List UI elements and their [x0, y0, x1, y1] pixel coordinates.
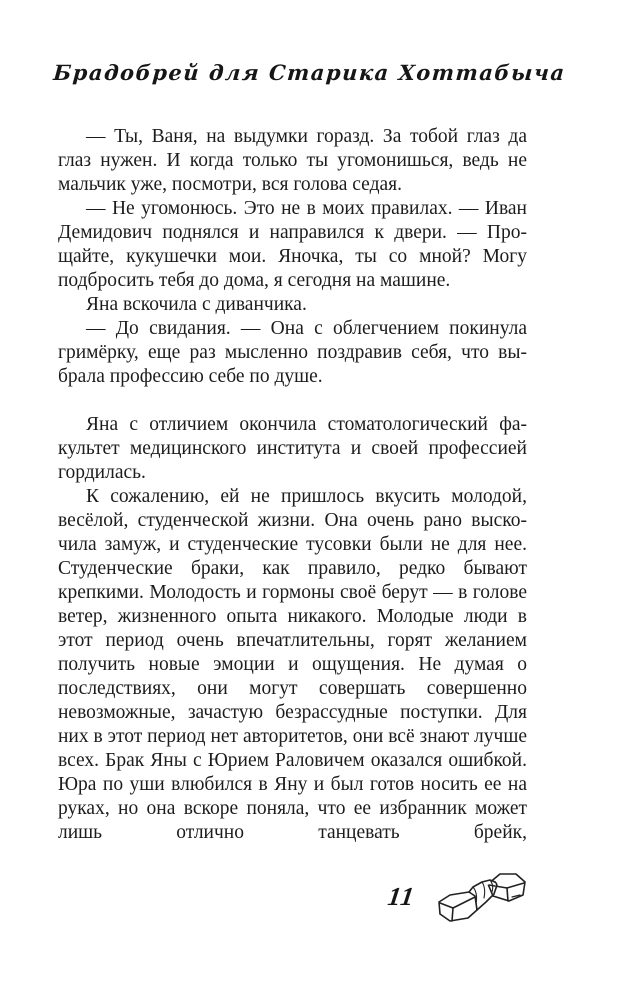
lipstick-icon	[426, 868, 530, 932]
paragraph: Яна с отличием окончила стоматологический факультет медицинского института и своей профессией гордилась.	[58, 414, 527, 483]
text-section-dialogue	[58, 125, 527, 389]
page-body	[58, 125, 527, 845]
lipstick-cap-icon	[488, 874, 525, 901]
paragraph: — До свидания. — Она с облегчением покинула гримёрку, еще раз мысленно поздравив себя, что выбрала профессию себе по душе.	[58, 318, 527, 387]
page-footer	[0, 866, 619, 938]
running-header-title: Брадобрей для Старика Хоттабыча	[52, 60, 567, 85]
paragraph: Яна вскочила с диванчика.	[86, 294, 307, 315]
paragraph: — Ты, Ваня, на выдумки горазд. За тобой глаз да глаз нужен. И когда только ты угомонишься, ведь не мальчик уже, посмотри, вся голова седая.	[58, 126, 527, 195]
text-section-narration	[58, 413, 527, 845]
paragraph: — Не угомонюсь. Это не в моих правилах. — Иван Демидович поднялся и направился к двери. — Прощайте, кукушечки мои. Яночка, ты со мной? Могу подбросить тебя до дома, я сегодня на машине.	[58, 198, 527, 291]
paragraph: К сожалению, ей не пришлось вкусить молодой, весёлой, студенческой жизни. Она очень рано выскочила замуж, и студенческие тусовки были не для нее. Студенческие браки, как правило, редко бывают крепкими. Молодость и гормоны своё берут — в голове ветер, жизненного опыта никакого. Молодые люди в этот период очень впечатлительны, горят желанием получить новые эмоции и ощущения. Не думая о последствиях, они могут совершать совершенно невозможные, зачастую безрассудные поступки. Для них в этот период нет авторитетов, они всё знают лучше всех. Брак Яны с Юрием Раловичем оказался ошибкой. Юра по уши влюбился в Яну и был готов носить ее на руках, но она вскоре поняла, что ее избранник может лишь отлично танцевать брейк,	[58, 486, 527, 843]
page-number: 11	[386, 882, 417, 911]
